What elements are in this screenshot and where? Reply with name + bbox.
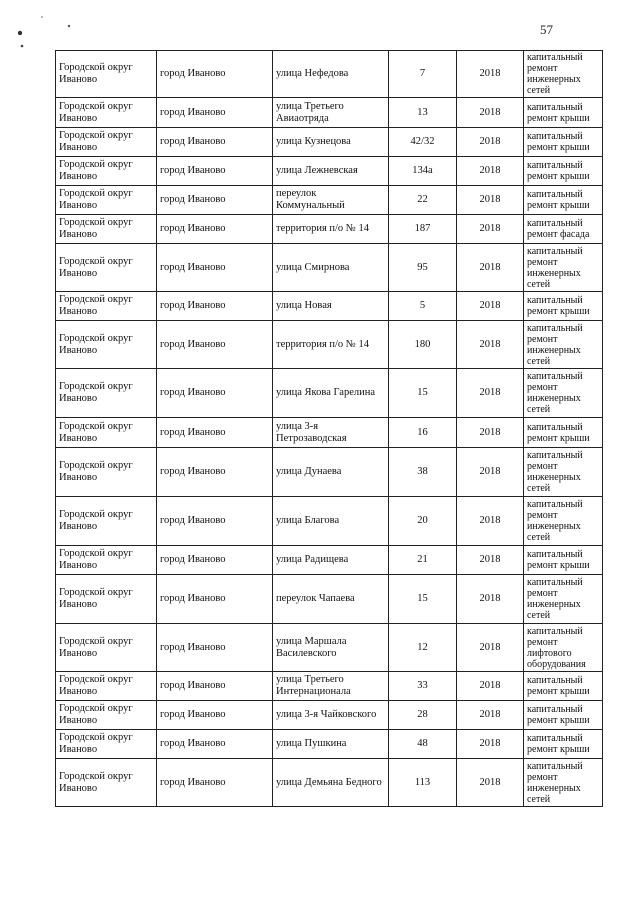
cell-work: капитальный ремонт инженерных сетей xyxy=(524,51,603,98)
repair-registry-table xyxy=(55,50,603,807)
cell-city: город Иваново xyxy=(157,546,273,575)
cell-street: улица Третьего Интернационала xyxy=(273,672,389,701)
cell-work: капитальный ремонт фасада xyxy=(524,215,603,244)
cell-okrug: Городской округ Иваново xyxy=(56,546,157,575)
cell-okrug: Городской округ Иваново xyxy=(56,244,157,292)
cell-okrug: Городской округ Иваново xyxy=(56,215,157,244)
table-row xyxy=(56,98,603,128)
cell-house: 95 xyxy=(389,244,457,292)
cell-work: капитальный ремонт крыши xyxy=(524,157,603,186)
cell-house: 15 xyxy=(389,575,457,624)
cell-house: 113 xyxy=(389,759,457,807)
cell-year: 2018 xyxy=(457,418,524,448)
table-row xyxy=(56,128,603,157)
cell-street: переулок Коммунальный xyxy=(273,186,389,215)
cell-city: город Иваново xyxy=(157,128,273,157)
table-row xyxy=(56,759,603,807)
cell-okrug: Городской округ Иваново xyxy=(56,624,157,672)
cell-house: 48 xyxy=(389,730,457,759)
cell-work: капитальный ремонт крыши xyxy=(524,546,603,575)
cell-okrug: Городской округ Иваново xyxy=(56,369,157,418)
cell-house: 15 xyxy=(389,369,457,418)
cell-street: улица Смирнова xyxy=(273,244,389,292)
table-row xyxy=(56,186,603,215)
cell-street: улица Новая xyxy=(273,292,389,321)
cell-year: 2018 xyxy=(457,730,524,759)
cell-city: город Иваново xyxy=(157,672,273,701)
cell-work: капитальный ремонт инженерных сетей xyxy=(524,244,603,292)
cell-house: 22 xyxy=(389,186,457,215)
cell-okrug: Городской округ Иваново xyxy=(56,575,157,624)
cell-work: капитальный ремонт крыши xyxy=(524,672,603,701)
cell-okrug: Городской округ Иваново xyxy=(56,730,157,759)
table-row xyxy=(56,448,603,497)
cell-street: улица Третьего Авиаотряда xyxy=(273,98,389,128)
table-row xyxy=(56,321,603,369)
cell-street: улица Якова Гарелина xyxy=(273,369,389,418)
table-body xyxy=(56,51,603,807)
cell-work: капитальный ремонт крыши xyxy=(524,186,603,215)
cell-street: улица 3-я Петрозаводская xyxy=(273,418,389,448)
cell-okrug: Городской округ Иваново xyxy=(56,759,157,807)
table-row xyxy=(56,672,603,701)
cell-okrug: Городской округ Иваново xyxy=(56,321,157,369)
cell-street: улица Благова xyxy=(273,497,389,546)
cell-city: город Иваново xyxy=(157,730,273,759)
cell-house: 28 xyxy=(389,701,457,730)
cell-year: 2018 xyxy=(457,497,524,546)
cell-city: город Иваново xyxy=(157,98,273,128)
cell-house: 13 xyxy=(389,98,457,128)
cell-okrug: Городской округ Иваново xyxy=(56,51,157,98)
cell-house: 5 xyxy=(389,292,457,321)
cell-okrug: Городской округ Иваново xyxy=(56,448,157,497)
cell-year: 2018 xyxy=(457,575,524,624)
cell-street: улица Нефедова xyxy=(273,51,389,98)
table-row xyxy=(56,215,603,244)
cell-street: улица Лежневская xyxy=(273,157,389,186)
cell-year: 2018 xyxy=(457,701,524,730)
cell-house: 16 xyxy=(389,418,457,448)
cell-street: улица 3-я Чайковского xyxy=(273,701,389,730)
cell-street: территория п/о № 14 xyxy=(273,215,389,244)
cell-house: 7 xyxy=(389,51,457,98)
cell-year: 2018 xyxy=(457,51,524,98)
cell-city: город Иваново xyxy=(157,215,273,244)
cell-okrug: Городской округ Иваново xyxy=(56,186,157,215)
cell-okrug: Городской округ Иваново xyxy=(56,157,157,186)
table-row xyxy=(56,701,603,730)
cell-year: 2018 xyxy=(457,624,524,672)
cell-year: 2018 xyxy=(457,157,524,186)
table-row xyxy=(56,575,603,624)
cell-city: город Иваново xyxy=(157,701,273,730)
table-row xyxy=(56,624,603,672)
cell-street: территория п/о № 14 xyxy=(273,321,389,369)
cell-year: 2018 xyxy=(457,292,524,321)
cell-work: капитальный ремонт крыши xyxy=(524,701,603,730)
cell-work: капитальный ремонт крыши xyxy=(524,730,603,759)
cell-work: капитальный ремонт инженерных сетей xyxy=(524,759,603,807)
cell-okrug: Городской округ Иваново xyxy=(56,497,157,546)
cell-work: капитальный ремонт инженерных сетей xyxy=(524,575,603,624)
cell-okrug: Городской округ Иваново xyxy=(56,292,157,321)
cell-year: 2018 xyxy=(457,244,524,292)
page-number: 57 xyxy=(540,22,553,37)
cell-year: 2018 xyxy=(457,215,524,244)
cell-work: капитальный ремонт инженерных сетей xyxy=(524,448,603,497)
table-row xyxy=(56,157,603,186)
cell-okrug: Городской округ Иваново xyxy=(56,98,157,128)
cell-city: город Иваново xyxy=(157,369,273,418)
cell-street: улица Кузнецова xyxy=(273,128,389,157)
cell-city: город Иваново xyxy=(157,157,273,186)
cell-work: капитальный ремонт инженерных сетей xyxy=(524,369,603,418)
table-row xyxy=(56,244,603,292)
cell-city: город Иваново xyxy=(157,186,273,215)
cell-year: 2018 xyxy=(457,369,524,418)
cell-house: 180 xyxy=(389,321,457,369)
cell-street: улица Радищева xyxy=(273,546,389,575)
table-row xyxy=(56,497,603,546)
cell-work: капитальный ремонт инженерных сетей xyxy=(524,321,603,369)
cell-street: улица Пушкина xyxy=(273,730,389,759)
cell-city: город Иваново xyxy=(157,292,273,321)
cell-street: улица Маршала Василевского xyxy=(273,624,389,672)
cell-city: город Иваново xyxy=(157,497,273,546)
cell-year: 2018 xyxy=(457,321,524,369)
cell-year: 2018 xyxy=(457,128,524,157)
cell-city: город Иваново xyxy=(157,321,273,369)
cell-year: 2018 xyxy=(457,672,524,701)
cell-year: 2018 xyxy=(457,759,524,807)
table-row xyxy=(56,369,603,418)
cell-year: 2018 xyxy=(457,448,524,497)
cell-house: 42/32 xyxy=(389,128,457,157)
cell-okrug: Городской округ Иваново xyxy=(56,418,157,448)
cell-work: капитальный ремонт крыши xyxy=(524,98,603,128)
cell-city: город Иваново xyxy=(157,575,273,624)
cell-okrug: Городской округ Иваново xyxy=(56,701,157,730)
cell-work: капитальный ремонт крыши xyxy=(524,128,603,157)
cell-work: капитальный ремонт лифтового оборудования xyxy=(524,624,603,672)
cell-street: переулок Чапаева xyxy=(273,575,389,624)
cell-year: 2018 xyxy=(457,186,524,215)
cell-street: улица Демьяна Бедного xyxy=(273,759,389,807)
cell-house: 20 xyxy=(389,497,457,546)
cell-city: город Иваново xyxy=(157,448,273,497)
cell-house: 38 xyxy=(389,448,457,497)
cell-city: город Иваново xyxy=(157,51,273,98)
cell-work: капитальный ремонт крыши xyxy=(524,292,603,321)
table-row xyxy=(56,51,603,98)
table-row xyxy=(56,418,603,448)
cell-street: улица Дунаева xyxy=(273,448,389,497)
cell-house: 134а xyxy=(389,157,457,186)
cell-year: 2018 xyxy=(457,546,524,575)
cell-okrug: Городской округ Иваново xyxy=(56,672,157,701)
cell-city: город Иваново xyxy=(157,244,273,292)
cell-house: 33 xyxy=(389,672,457,701)
cell-work: капитальный ремонт инженерных сетей xyxy=(524,497,603,546)
cell-city: город Иваново xyxy=(157,418,273,448)
table-row xyxy=(56,546,603,575)
cell-city: город Иваново xyxy=(157,759,273,807)
cell-year: 2018 xyxy=(457,98,524,128)
scan-specks xyxy=(0,0,80,50)
cell-work: капитальный ремонт крыши xyxy=(524,418,603,448)
cell-house: 12 xyxy=(389,624,457,672)
cell-okrug: Городской округ Иваново xyxy=(56,128,157,157)
cell-house: 21 xyxy=(389,546,457,575)
cell-house: 187 xyxy=(389,215,457,244)
cell-city: город Иваново xyxy=(157,624,273,672)
table-row xyxy=(56,292,603,321)
table-row xyxy=(56,730,603,759)
